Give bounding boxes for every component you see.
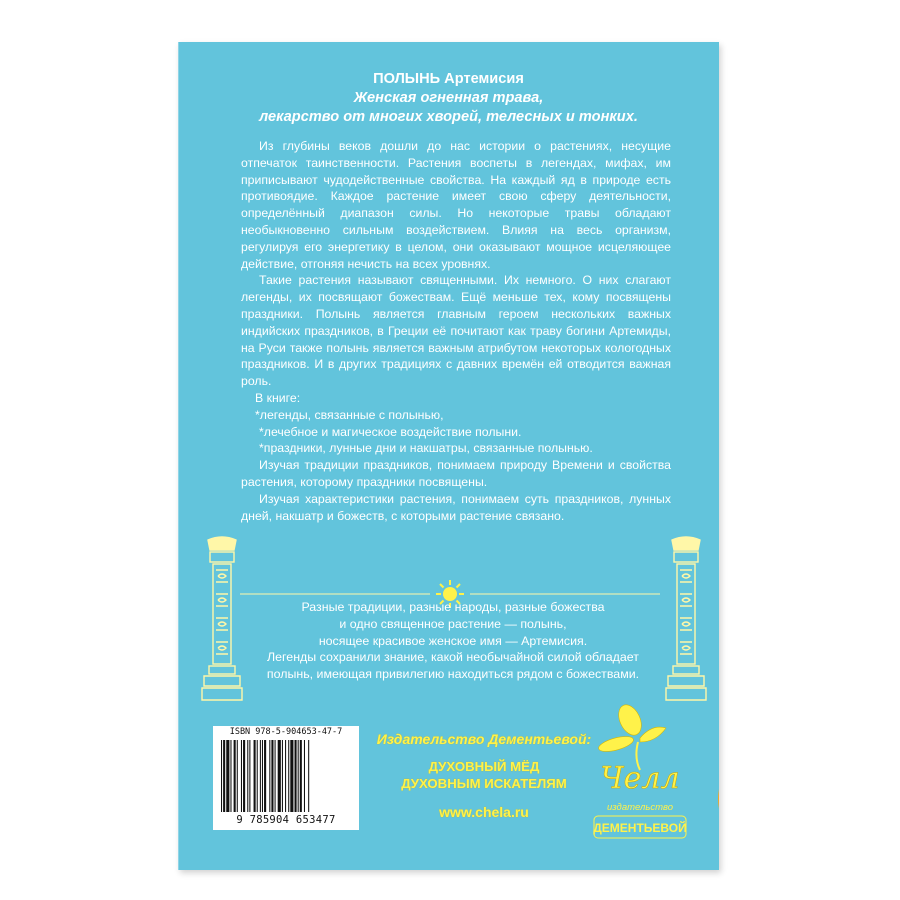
in-book-heading: В книге: bbox=[255, 390, 301, 405]
barcode-bar bbox=[243, 740, 245, 812]
barcode-bar bbox=[264, 740, 266, 812]
paragraph-3: Изучая традиции праздников, понимаем природу Времени и свойства растения, которому праздники посвящены. bbox=[241, 458, 671, 489]
barcode-bar bbox=[221, 740, 222, 812]
legend-line: полынь, имеющая привилегию находиться рядом с божествами. bbox=[266, 667, 640, 682]
title-line-2: Женская огненная трава, bbox=[353, 90, 544, 106]
legend-line: носящее красивое женское имя — Артемисия. bbox=[318, 633, 588, 648]
barcode-bar bbox=[257, 740, 258, 812]
legend-text bbox=[228, 599, 678, 683]
barcode-bar bbox=[290, 740, 293, 812]
list-item: *легенды, связанные с полынью, bbox=[255, 407, 444, 422]
barcode-bar bbox=[278, 740, 281, 812]
logo-arc-text: издательство bbox=[606, 802, 674, 813]
barcode-number: 9 785904 653477 bbox=[236, 814, 336, 826]
barcode-bar bbox=[298, 740, 299, 812]
legend-line: Разные традиции, разные народы, разные божества bbox=[301, 600, 605, 614]
list-item: *праздники, лунные дни и накшатры, связанные полынью. bbox=[259, 441, 593, 456]
logo-title: Челл bbox=[600, 761, 680, 796]
barcode-bar bbox=[271, 740, 273, 812]
barcode-bar bbox=[249, 740, 250, 812]
title-line-1: ПОЛЫНЬ Артемисия bbox=[373, 71, 524, 87]
barcode-bar bbox=[230, 740, 231, 812]
barcode-bar bbox=[269, 740, 270, 812]
publisher-name: Издательство Дементьевой: bbox=[376, 731, 592, 747]
slogan-line-2: ДУХОВНЫМ ИСКАТЕЛЯМ bbox=[401, 776, 567, 791]
barcode-bar bbox=[304, 740, 305, 812]
title-line-3: лекарство от многих хворей, телесных и тонких. bbox=[259, 109, 638, 125]
slogan bbox=[364, 758, 604, 792]
barcode-bar bbox=[254, 740, 256, 812]
barcode-bar bbox=[234, 740, 236, 812]
barcode-bar bbox=[275, 740, 276, 812]
barcode-bar bbox=[282, 740, 283, 812]
barcode-bar bbox=[300, 740, 302, 812]
barcode-bar bbox=[288, 740, 289, 812]
slogan-line-1: ДУХОВНЫЙ МЁД bbox=[428, 759, 540, 774]
paragraph-2: Такие растения называют священными. Их немного. О них слагают легенды, их посвящают божествам. Ещё меньше тех, кому посвящены праздники. Полынь является главным героем нескольких важных индийских праздников, в Греции её почитают как траву богини Артемиды, на Руси также полынь является важным атрибутом некоторых кологодных праздников. И в других традициях с давних времён ей отводится важная роль. bbox=[241, 273, 671, 389]
isbn-label: ISBN 978-5-904653-47-7 bbox=[229, 727, 343, 737]
barcode-bar bbox=[237, 740, 238, 812]
barcode-bar bbox=[285, 740, 286, 812]
barcode-bar bbox=[308, 740, 309, 812]
barcode-bar bbox=[260, 740, 261, 812]
barcode-bar bbox=[241, 740, 242, 812]
list-item: *лечебное и магическое воздействие полыни. bbox=[259, 424, 522, 439]
publisher-logo bbox=[578, 698, 702, 848]
barcode-bar bbox=[223, 740, 225, 812]
barcode-bars bbox=[221, 740, 353, 812]
book-back-cover bbox=[178, 42, 719, 870]
barcode-bar bbox=[247, 740, 248, 812]
logo-bottom-text: ДЕМЕНТЬЕВОЙ bbox=[593, 821, 687, 835]
description-text bbox=[241, 138, 671, 524]
barcode bbox=[213, 726, 359, 830]
barcode-bar bbox=[226, 740, 229, 812]
title-block bbox=[178, 70, 719, 127]
orange-fruit-image bbox=[698, 747, 719, 847]
legend-line: и одно священное растение — полынь, bbox=[339, 616, 567, 631]
barcode-bar bbox=[295, 740, 297, 812]
publisher-block bbox=[364, 730, 604, 820]
website-link[interactable]: www.chela.ru bbox=[439, 804, 529, 820]
barcode-bar bbox=[262, 740, 263, 812]
paragraph-1: Из глубины веков дошли до нас истории о растениях, несущие отпечаток таинственности. Растения воспеты в легендах, мифах, им приписывают чудодейственные свойства. На каждый яд в природе есть противоядие. Каждое растение имеет свою сферу деятельности, определённый диапазон силы. Но некоторые травы обладают необыкновенно сильным воздействием. Влияя на весь организм, регулируя его энергетику в целом, они оказывают мощное исцеляющее действие, отгоняя нечисть на всех уровнях. bbox=[241, 139, 671, 271]
legend-line: Легенды сохранили знание, какой необычайной силой обладает bbox=[267, 650, 639, 665]
paragraph-4: Изучая характеристики растения, понимаем суть праздников, лунных дней, накшатр и божеств, с которыми растение связано. bbox=[241, 491, 671, 523]
